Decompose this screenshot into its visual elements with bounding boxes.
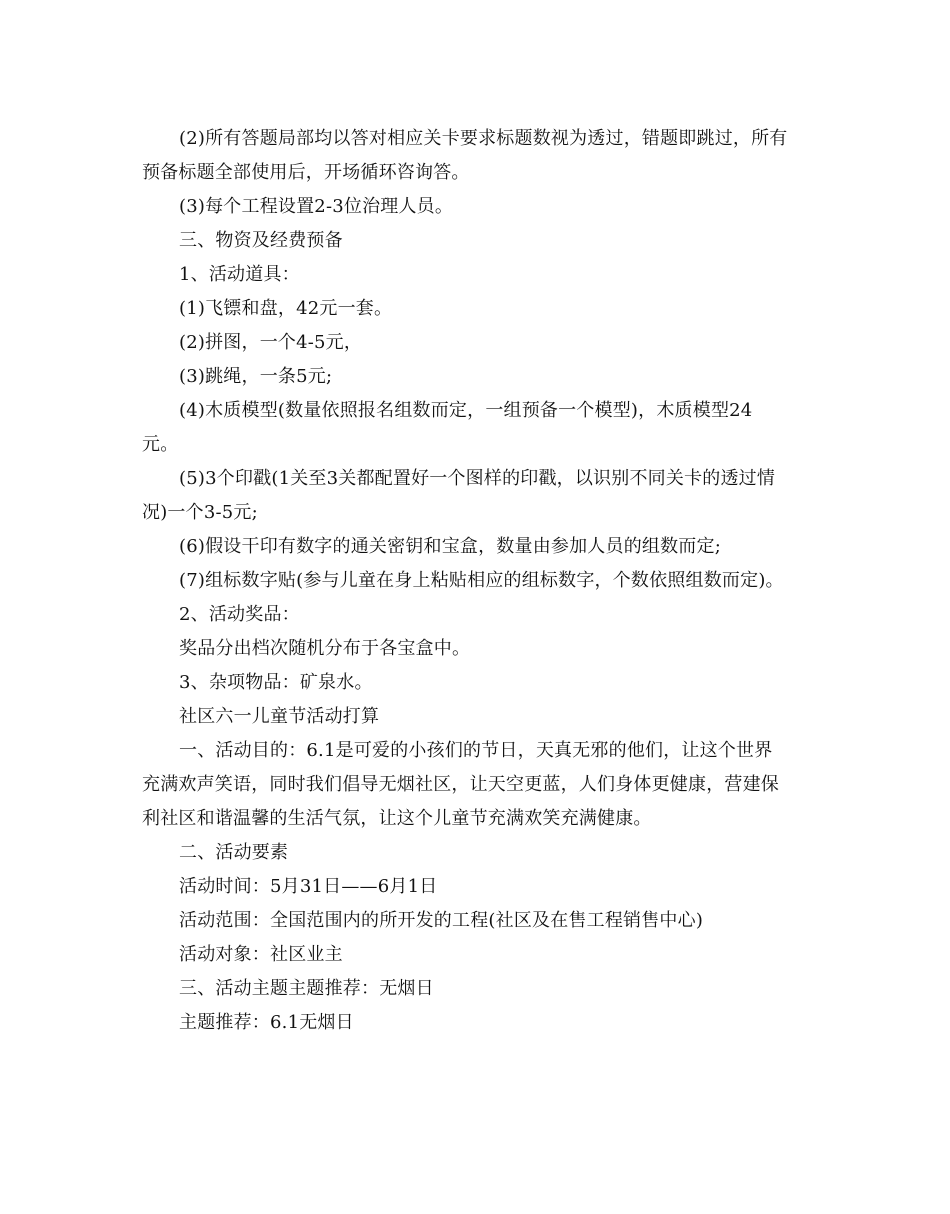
text-line: 三、物资及经费预备 [179,230,343,251]
text-line: 主题推荐：6.1无烟日 [179,1012,354,1033]
text-line: (3)跳绳，一条5元; [179,366,333,387]
text-line: (5)3个印戳(1关至3关都配置好一个图样的印戳，以识别不同关卡的透过情 [179,468,776,489]
text-line: (4)木质模型(数量依照报名组数而定，一组预备一个模型)，木质模型24 [179,400,753,421]
text-line: (3)每个工程设置2-3位治理人员。 [179,196,454,217]
text-line: 活动对象：社区业主 [179,944,343,965]
text-line: (2)所有答题局部均以答对相应关卡要求标题数视为透过，错题即跳过，所有 [179,128,788,149]
text-line: 二、活动要素 [179,842,289,863]
text-line: 奖品分出档次随机分布于各宝盒中。 [179,638,471,659]
text-line: 1、活动道具： [179,264,300,285]
text-line: 预备标题全部使用后，开场循环咨询答。 [142,162,470,183]
text-line: (2)拼图，一个4-5元， [179,332,363,353]
document-body [142,122,810,1040]
text-line: 况)一个3-5元; [142,502,258,523]
text-line: 活动范围：全国范围内的所开发的工程(社区及在售工程销售中心) [179,910,704,931]
text-line: 3、杂项物品：矿泉水。 [179,672,373,693]
text-line: (7)组标数字贴(参与儿童在身上粘贴相应的组标数字，个数依照组数而定)。 [179,570,784,591]
text-line: 元。 [142,434,179,455]
text-line: 充满欢声笑语，同时我们倡导无烟社区，让天空更蓝，人们身体更健康，营建保 [142,774,779,795]
text-line: (1)飞镖和盘，42元一套。 [179,298,393,319]
text-line: 活动时间：5月31日——6月1日 [179,876,438,897]
text-line: 2、活动奖品： [179,604,300,625]
text-line: 利社区和谐温馨的生活气氛，让这个儿童节充满欢笑充满健康。 [142,808,652,829]
text-line: 三、活动主题主题推荐：无烟日 [179,978,434,999]
text-line: 社区六一儿童节活动打算 [179,706,380,727]
text-line: 一、活动目的：6.1是可爱的小孩们的节日，天真无邪的他们，让这个世界 [179,740,773,761]
text-line: (6)假设干印有数字的通关密钥和宝盒，数量由参加人员的组数而定; [179,536,721,557]
